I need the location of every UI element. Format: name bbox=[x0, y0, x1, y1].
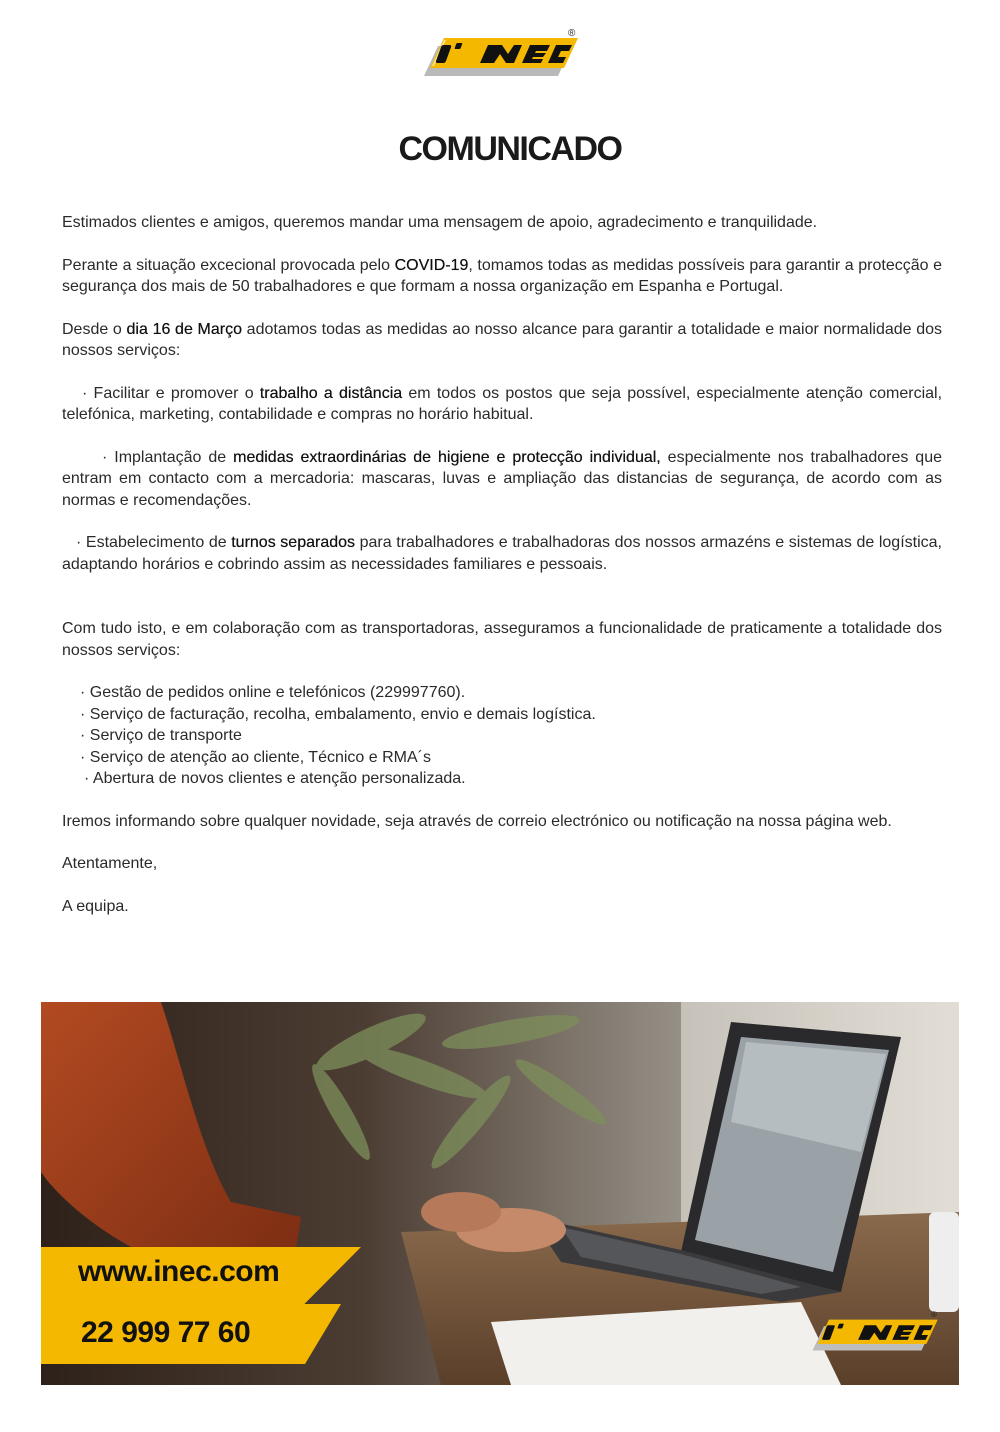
page-title: COMUNICADO bbox=[398, 130, 622, 168]
remote-work-highlight: trabalho a distância bbox=[259, 384, 403, 402]
list-item: · Serviço de transporte bbox=[80, 727, 242, 744]
website-link[interactable]: www.inec.com bbox=[78, 1255, 280, 1288]
list-item: · Abertura de novos clientes e atenção personalizada. bbox=[84, 770, 466, 787]
measure-shifts: · Estabelecimento de turnos separados para trabalhadores e trabalhadoras dos nossos armazéns e sistemas de logística, adaptando horários e cobrindo assim as necessidades familiares e pessoais. bbox=[62, 534, 942, 573]
date-highlight: dia 16 de Março bbox=[126, 320, 242, 338]
inec-logo-small bbox=[811, 1310, 941, 1360]
signature-text: A equipa. bbox=[62, 897, 129, 915]
closing-text: Atentamente, bbox=[62, 855, 158, 872]
shifts-highlight: turnos separados bbox=[231, 534, 356, 551]
registered-mark: ® bbox=[568, 28, 576, 39]
services-list bbox=[62, 682, 942, 790]
corner-decoration bbox=[900, 0, 1000, 40]
list-item: · Serviço de atenção ao cliente, Técnico e RMA´s bbox=[80, 748, 431, 766]
measure-hygiene: · Implantação de medidas extraordinárias de higiene e protecção individual, especialmente nos trabalhadores que entram em contacto com a mercadoria: mascaras, luvas e ampliação das distancias de segurança, de acordo com as normas e recomendações. bbox=[62, 448, 943, 509]
updates-paragraph: Iremos informando sobre qualquer novidade, seja através de correio electrónico ou notificação na nossa página web. bbox=[62, 812, 892, 830]
services-intro-paragraph: Com tudo isto, e em colaboração com as transportadoras, asseguramos a funcionalidade de praticamente a totalidade dos nossos serviços: bbox=[62, 620, 942, 659]
date-paragraph: Desde o dia 16 de Março adotamos todas as medidas ao nosso alcance para garantir a totalidade e maior normalidade dos nossos serviços: bbox=[62, 320, 943, 359]
covid-paragraph: Perante a situação excecional provocada pelo COVID-19, tomamos todas as medidas possíveis para garantir a protecção e segurança dos mais de 50 trabalhadores e que formam a nossa organização em Espanha e Portugal. bbox=[62, 256, 942, 295]
list-item: · Serviço de facturação, recolha, embalamento, envio e demais logística. bbox=[80, 705, 596, 723]
measure-remote-work: · Facilitar e promover o trabalho a distância em todos os postos que seja possível, especialmente atenção comercial, telefónica, marketing, contabilidade e compras no horário habitual. bbox=[62, 384, 943, 423]
inec-logo bbox=[422, 28, 582, 86]
registered-mark-small: ® bbox=[931, 1310, 937, 1319]
letter-body bbox=[62, 212, 942, 917]
phone-number[interactable]: 22 999 77 60 bbox=[81, 1316, 251, 1349]
intro-paragraph: Estimados clientes e amigos, queremos mandar uma mensagem de apoio, agradecimento e tranquilidade. bbox=[62, 214, 818, 231]
list-item: · Gestão de pedidos online e telefónicos (229997760). bbox=[80, 684, 466, 701]
inec-logo-graphic bbox=[422, 28, 582, 86]
covid-highlight: COVID-19 bbox=[394, 256, 469, 274]
contact-banner bbox=[41, 1002, 959, 1385]
hygiene-highlight: medidas extraordinárias de higiene e protecção individual, bbox=[233, 448, 661, 466]
